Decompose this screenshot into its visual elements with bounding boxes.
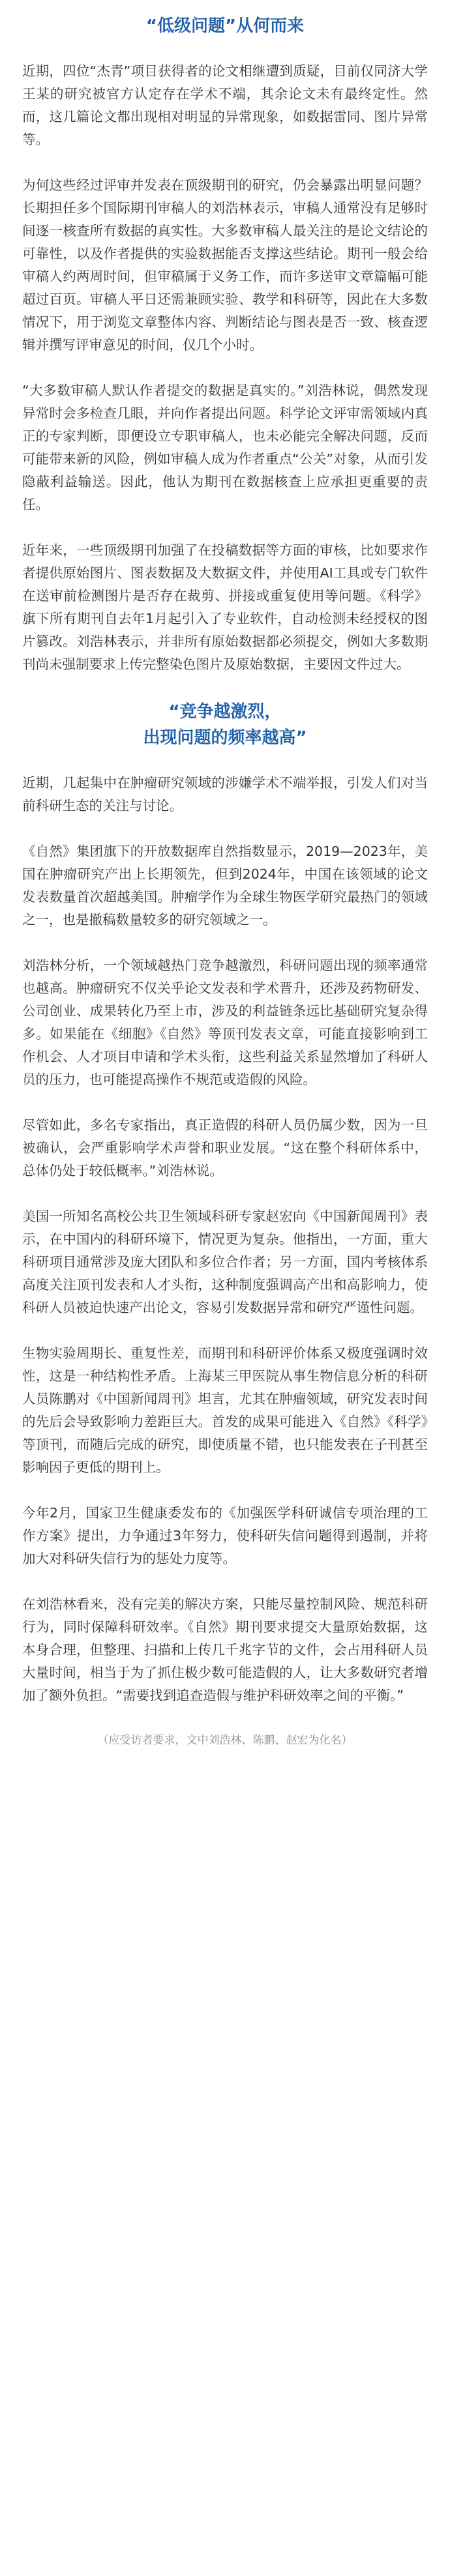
paragraph: 近期，几起集中在肿瘤研究领域的涉嫌学术不端举报，引发人们对当前科研生态的关注与讨论。	[22, 775, 428, 813]
paragraph: 生物实验周期长、重复性差，而期刊和科研评价体系又极度强调时效性，这是一种结构性矛盾。上海某三甲医院从事生物信息分析的科研人员陈鹏对《中国新闻周刊》坦言，尤其在肿瘤领域，研究发表时间的先后会导致影响力差距巨大。首发的成果可能进入《自然》《科学》等顶刊，而随后完成的研究，即使质量不错，也只能发表在子刊甚至影响因子更低的期刊上。	[22, 1345, 428, 1475]
paragraph: “大多数审稿人默认作者提交的数据是真实的。”刘浩林说，偶然发现异常时会多检查几眼，并向作者提出问题。科学论文评审需领域内真正的专家判断，即便设立专职审稿人，也未必能完全解决问题，反而可能带来新的风险，例如审稿人成为作者重点“公关”对象，从而引发隐蔽利益输送。因此，他认为期刊在数据核查上应承担更重要的责任。	[22, 383, 428, 512]
paragraph: 近期，四位“杰青”项目获得者的论文相继遭到质疑，目前仅同济大学王某的研究被官方认定存在学术不端，其余论文未有最终定性。然而，这几篇论文都出现相对明显的异常现象，如数据雷同、图片异常等。	[22, 63, 428, 147]
section-title-line: “竞争越激烈，	[168, 702, 282, 722]
section-title-line: 出现问题的频率越高”	[143, 728, 307, 748]
paragraph: 美国一所知名高校公共卫生领域科研专家赵宏向《中国新闻周刊》表示，在中国内的科研环境下，情况更为复杂。他指出，一方面，重大科研项目通常涉及庞大团队和多位合作者；另一方面，国内考核体系高度关注顶刊发表和人才头衔，这种制度强调高产出和高影响力，使科研人员被迫快速产出论文，容易引发数据异常和研究严谨性问题。	[22, 1208, 428, 1315]
section-title	[22, 699, 428, 751]
section-fierce-competition	[22, 699, 428, 1707]
paragraph: 尽管如此，多名专家指出，真正造假的科研人员仍属少数，因为一旦被确认，会严重影响学术声誉和职业发展。“这在整个科研体系中，总体仍处于较低概率。”刘浩林说。	[22, 1117, 428, 1178]
paragraph: 在刘浩林看来，没有完美的解决方案，只能尽量控制风险、规范科研行为，同时保障科研效率。《自然》期刊要求提交大量原始数据，这本身合理，但整理、扫描和上传几千兆字节的文件，会占用科研人员大量时间，相当于为了抓住极少数可能造假的人，让大多数研究者增加了额外负担。“需要找到追查造假与维护科研效率之间的平衡。”	[22, 1596, 428, 1703]
paragraph: 今年2月，国家卫生健康委发布的《加强医学科研诚信专项治理的工作方案》提出，力争通过3年努力，使科研失信问题得到遏制，并将加大对科研失信行为的惩处力度等。	[22, 1505, 428, 1566]
section-title-line: “低级问题”从何而来	[145, 16, 305, 36]
paragraph: 近年来，一些顶级期刊加强了在投稿数据等方面的审核，比如要求作者提供原始图片、图表数据及大数据文件，并使用AI工具或专门软件在送审前检测图片是否存在裁剪、拼接或重复使用等问题。《科学》旗下所有期刊自去年1月起引入了专业软件，自动检测未经授权的图片篡改。刘浩林表示，并非所有原始数据都必须提交，例如大多数期刊尚未强制要求上传完整染色图片及原始数据，主要因文件过大。	[22, 542, 428, 672]
paragraph: 刘浩林分析，一个领域越热门竞争越激烈，科研问题出现的频率通常也越高。肿瘤研究不仅关乎论文发表和学术晋升，还涉及药物研发、公司创业、成果转化乃至上市，涉及的利益链条远比基础研究复杂得多。如果能在《细胞》《自然》等顶刊发表文章，可能直接影响到工作机会、人才项目申请和学术头衔，这些利益关系显然增加了科研人员的压力，也可能提高操作不规范或造假的风险。	[22, 958, 428, 1087]
section-low-level-problems	[22, 13, 428, 676]
paragraph: 《自然》集团旗下的开放数据库自然指数显示，2019—2023年，美国在肿瘤研究产出上长期领先，但到2024年，中国在该领域的论文发表数量首次超越美国。肿瘤学作为全球生物医学研究最热门的领域之一，也是撤稿数量较多的研究领域之一。	[22, 843, 428, 928]
footnote: （应受访者要求，文中刘浩林、陈鹏、赵宏为化名）	[97, 1734, 353, 1747]
paragraph: 为何这些经过评审并发表在顶级期刊的研究，仍会暴露出明显问题？长期担任多个国际期刊审稿人的刘浩林表示，审稿人通常没有足够时间逐一核查所有数据的真实性。大多数审稿人最关注的是论文结论的可靠性，以及作者提供的实验数据能否支撑这些结论。期刊一般会给审稿人约两周时间，但审稿属于义务工作，而许多送审文章篇幅可能超过百页。审稿人平日还需兼顾实验、教学和科研等，因此在大多数情况下，用于浏览文章整体内容、判断结论与图表是否一致、核查逻辑并撰写评审意见的时间，仅几个小时。	[22, 177, 428, 353]
section-title	[22, 13, 428, 39]
